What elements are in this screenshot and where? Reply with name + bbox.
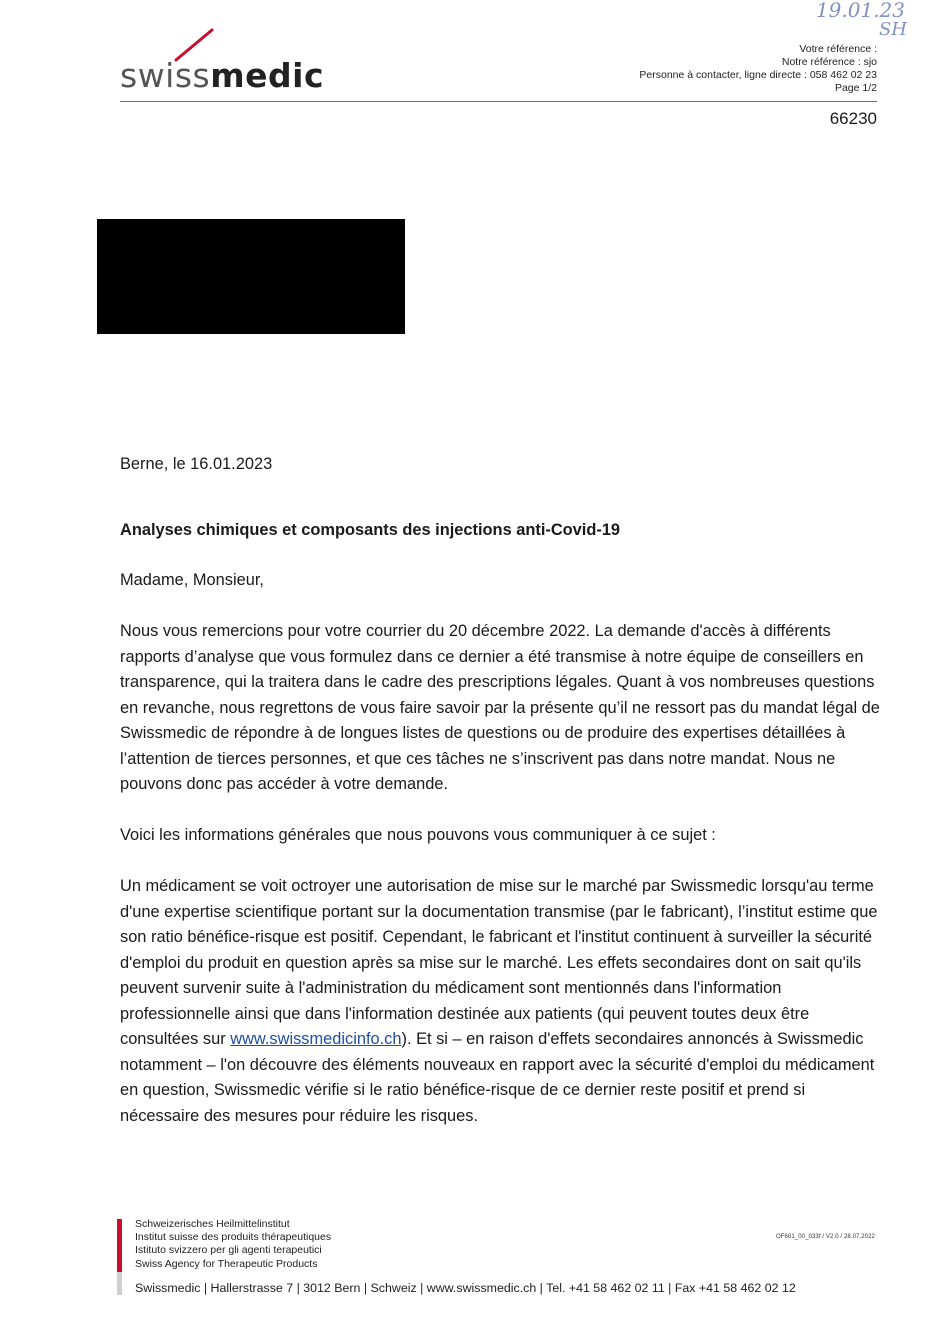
contact-person: Personne à contacter, ligne directe : 058 462 02 23: [639, 69, 877, 81]
letter-body: [120, 452, 880, 1155]
paragraph-3-text-b: ). Et si – en raison d'effets secondaires annoncés à Swissmedic notamment – l'on découvre des éléments nouveaux en rapport avec la sécurité d'emploi du médicament en question, Swissmedic vérifie si le ratio bénéfice-risque de ce dernier reste positif et prend si nécessaire des mesures pour réduire les risques.: [120, 1030, 875, 1125]
your-reference: Votre référence :: [799, 43, 877, 55]
page-number: Page 1/2: [834, 82, 877, 94]
footer-institute-names: [135, 1218, 331, 1271]
footer-accent-bar: [117, 1219, 122, 1295]
institute-name-en: Swiss Agency for Therapeutic Products: [135, 1257, 318, 1270]
institute-name-de: Schweizerisches Heilmittelinstitut: [135, 1218, 290, 1230]
footer-address-line: Swissmedic | Hallerstrasse 7 | 3012 Bern | Schweiz | www.swissmedic.ch | Tel. +41 58 462 02 11 | Fax +41 58 462 02 12: [135, 1281, 796, 1295]
paragraph-3-text-a: Un médicament se voit octroyer une autorisation de mise sur le marché par Swissmedic lorsqu'au terme d'une expertise scientifique portant sur la documentation transmise (par le fabricant), l’institut estime que son ratio bénéfice-risque est positif. Cependant, le fabricant et l'institut continuent à surveiller la sécurité d'emploi du produit en question après sa mise sur le marché. Les effets secondaires dont on sait qu'ils peuvent survenir suite à l'administration du médicament sont mentionnés dans l'information professionnelle ainsi que dans l'information destinée aux patients (qui peuvent toutes deux être consultées sur: [120, 877, 878, 1048]
logo-text-light: swiss: [120, 56, 211, 95]
swissmedicinfo-link[interactable]: www.swissmedicinfo.ch: [230, 1030, 402, 1048]
our-reference: Notre référence : sjo: [781, 56, 877, 68]
swissmedic-logo: [120, 56, 324, 95]
logo-text-bold: medic: [210, 56, 325, 95]
header-divider: [120, 101, 877, 102]
date-line: Berne, le 16.01.2023: [120, 455, 273, 473]
reference-block: [639, 43, 877, 95]
institute-name-it: Istituto svizzero per gli agenti terapeutici: [135, 1244, 322, 1257]
paragraph-2: Voici les informations générales que nous pouvons vous communiquer à ce sujet :: [120, 826, 716, 844]
subject-line: Analyses chimiques et composants des injections anti-Covid-19: [120, 520, 621, 539]
salutation: Madame, Monsieur,: [120, 571, 264, 589]
handwritten-initials: SH: [878, 19, 907, 40]
form-code: OF601_00_033f / V2.0 / 28.07.2022: [775, 1234, 875, 1240]
institute-name-fr: Institut suisse des produits thérapeutiques: [135, 1231, 332, 1244]
handwritten-note: [816, 0, 905, 40]
paragraph-3: [120, 874, 880, 1129]
document-number: 66230: [829, 109, 877, 128]
redacted-address-block: [97, 219, 405, 334]
handwritten-date: 19.01.23: [815, 0, 905, 22]
paragraph-1: Nous vous remercions pour votre courrier du 20 décembre 2022. La demande d'accès à différents rapports d’analyse que vous formulez dans ce dernier a été transmise à notre équipe de conseillers en transparence, qui la traitera dans le cadre des prescriptions légales. Quant à vos nombreuses questions en revanche, nous regrettons de vous faire savoir par la présente qu’il ne ressort pas du mandat légal de Swissmedic de répondre à de longues listes de questions ou de produire des expertises détaillées à l’attention de tierces personnes, et que ces tâches ne s’inscrivent pas dans notre mandat. Nous ne pouvons donc pas accéder à votre demande.: [120, 622, 880, 793]
